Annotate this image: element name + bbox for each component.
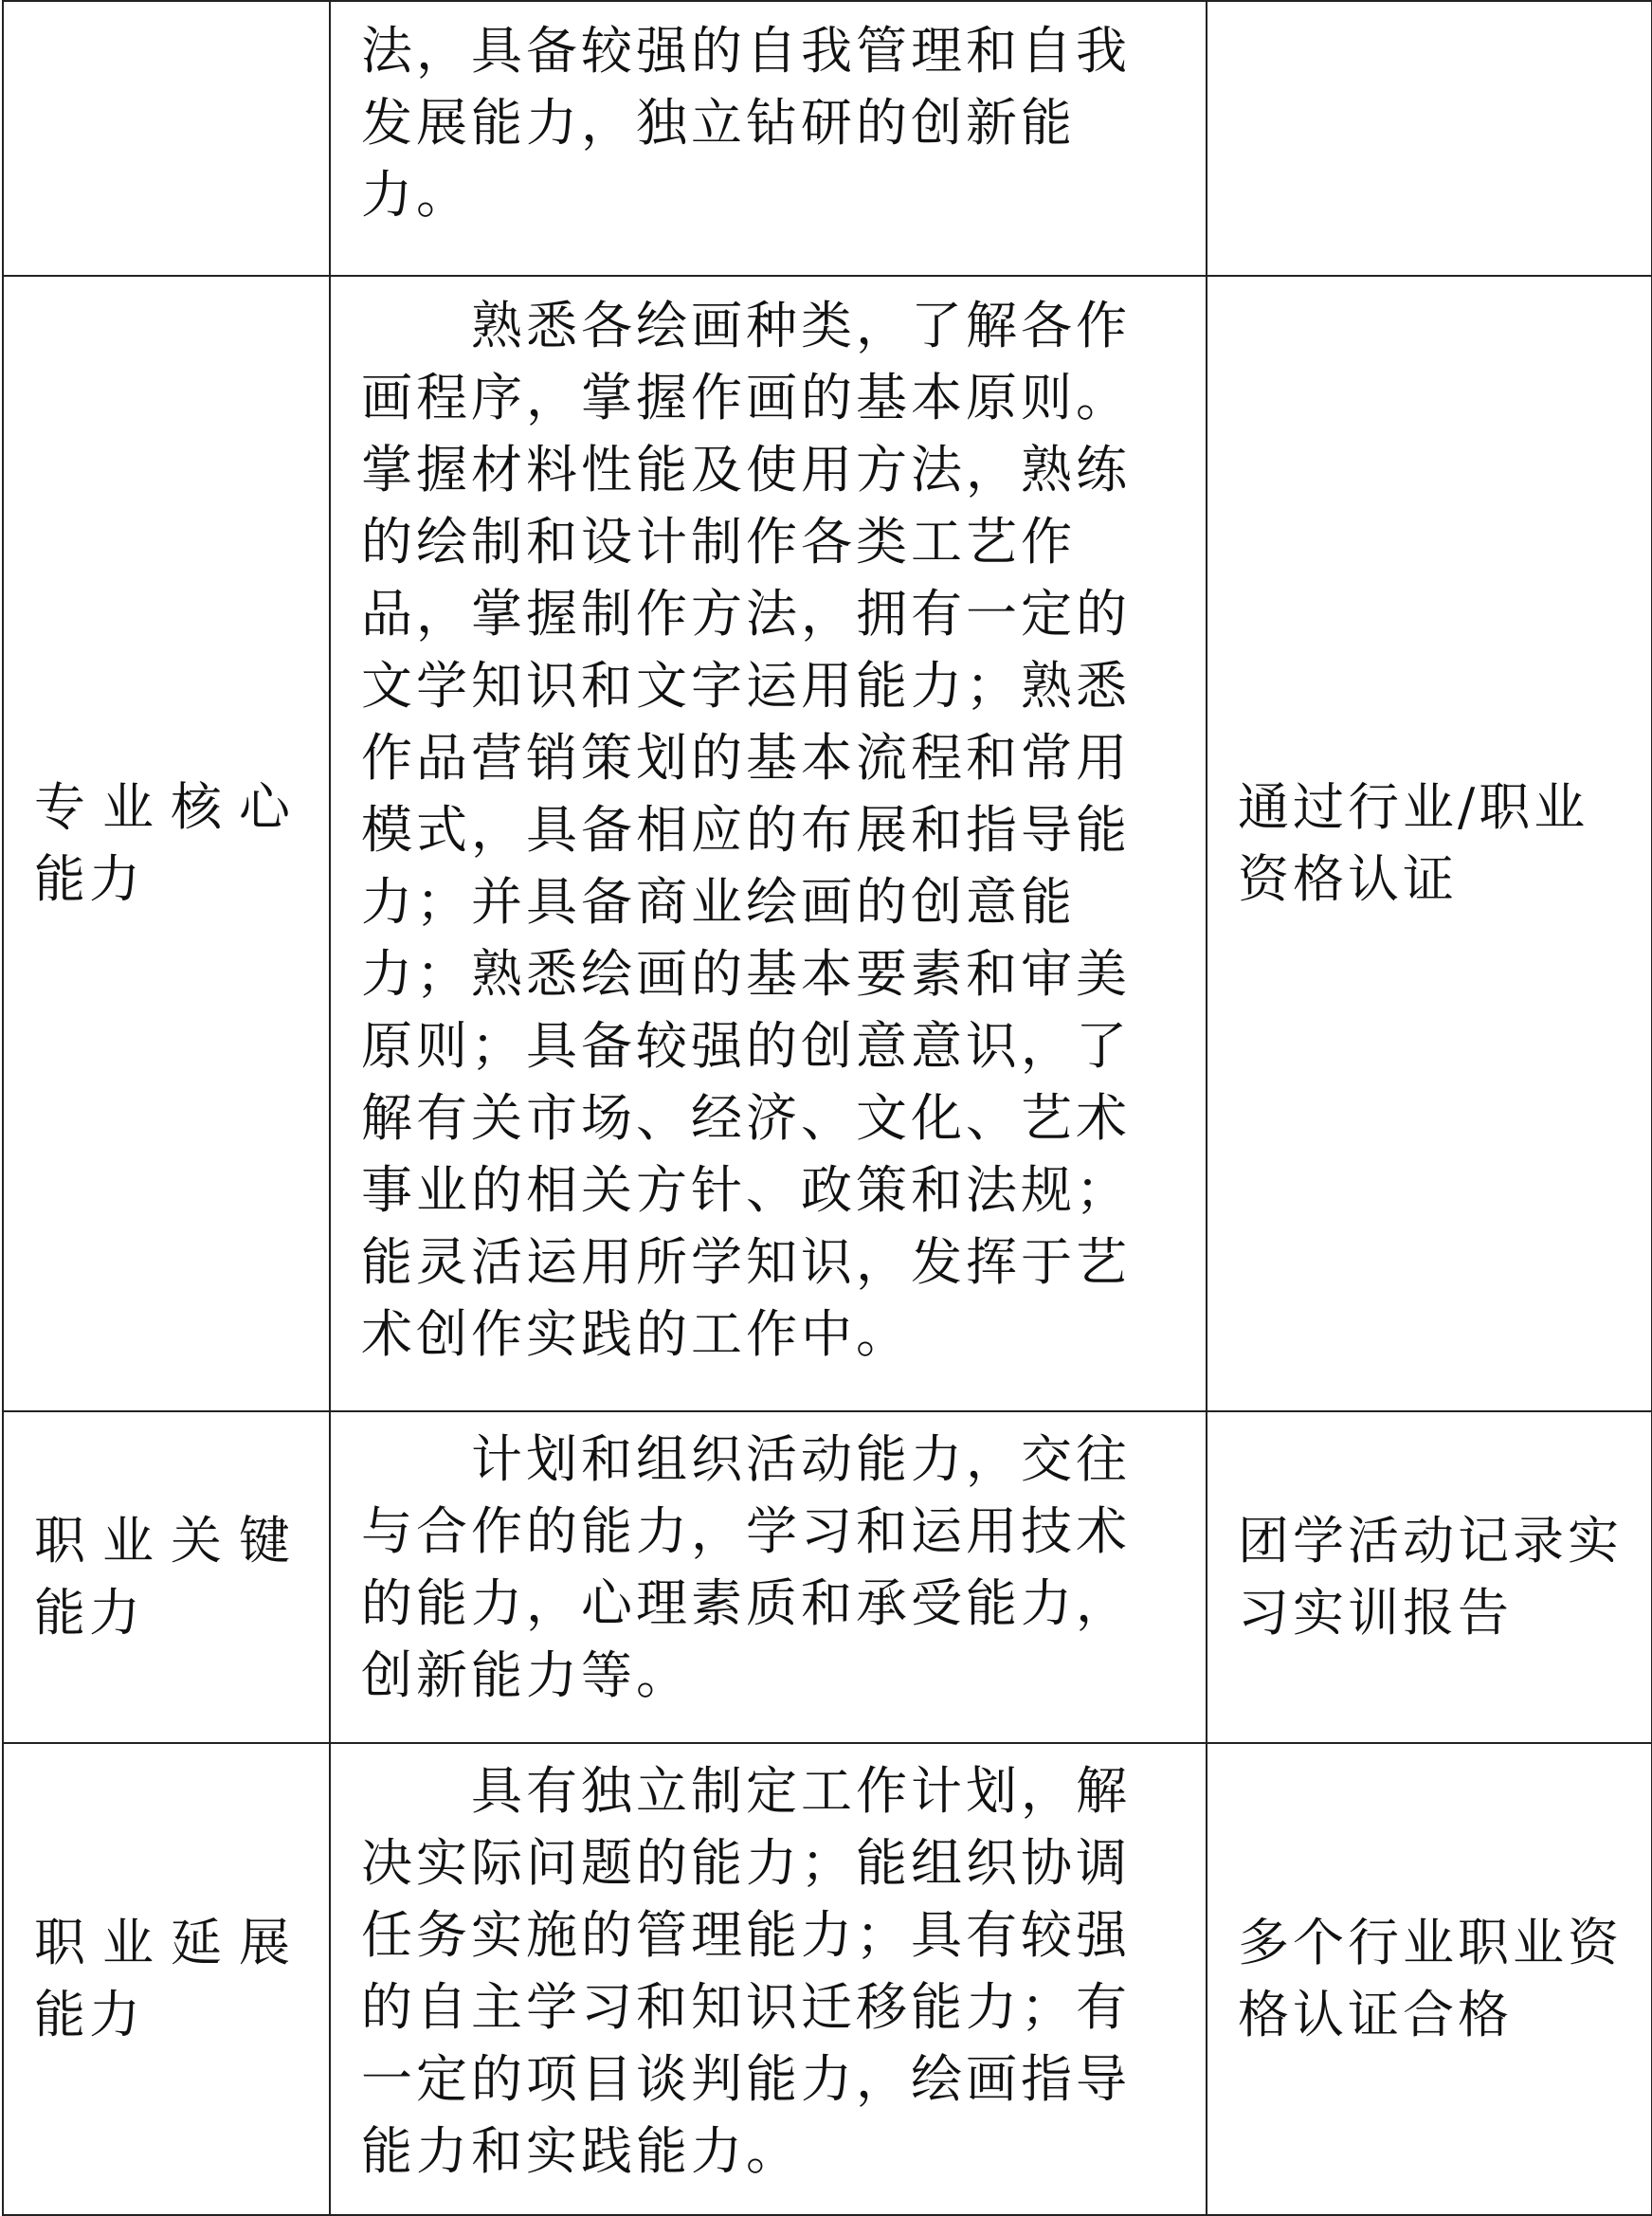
evaluation-text: 通过行业/职业资格认证 xyxy=(1238,777,1589,909)
table-row xyxy=(3,276,1652,1411)
category-label: 职业延展 xyxy=(34,1913,307,1972)
table-row xyxy=(3,1411,1652,1743)
category-cell xyxy=(3,276,330,1411)
description-text: 具有独立制定工作计划，解决实际问题的能力；能组织协调任务实施的管理能力；具有较强的自主学习和知识迁移能力；有一定的项目谈判能力，绘画指导能力和实践能力。 xyxy=(361,1761,1131,2181)
ability-table xyxy=(2,0,1652,2216)
description-text: 计划和组织活动能力，交往与合作的能力，学习和运用技术的能力，心理素质和承受能力，创新能力等。 xyxy=(361,1429,1131,1705)
evaluation-cell xyxy=(1207,1743,1652,2215)
evaluation-text: 团学活动记录实习实训报告 xyxy=(1238,1511,1623,1643)
category-label-continued: 能力 xyxy=(34,1985,144,2044)
category-label-continued: 能力 xyxy=(34,1583,144,1643)
description-text: 法，具备较强的自我管理和自我发展能力，独立钻研的创新能力。 xyxy=(361,21,1131,225)
category-label-continued: 能力 xyxy=(34,849,144,909)
description-cell xyxy=(330,1411,1207,1743)
table-row xyxy=(3,1,1652,276)
evaluation-cell xyxy=(1207,1,1652,276)
category-cell xyxy=(3,1743,330,2215)
category-cell xyxy=(3,1,330,276)
description-cell xyxy=(330,1743,1207,2215)
evaluation-text: 多个行业职业资格认证合格 xyxy=(1238,1913,1623,2044)
table-row xyxy=(3,1743,1652,2215)
category-label: 职业关键 xyxy=(34,1511,307,1571)
description-text: 熟悉各绘画种类，了解各作画程序，掌握作画的基本原则。掌握材料性能及使用方法，熟练的绘制和设计制作各类工艺作品，掌握制作方法，拥有一定的文学知识和文字运用能力；熟悉作品营销策划的基本流程和常用模式，具备相应的布展和指导能力；并具备商业绘画的创意能力；熟悉绘画的基本要素和审美原则；具备较强的创意意识，了解有关市场、经济、文化、艺术事业的相关方针、政策和法规；能灵活运用所学知识，发挥于艺术创作实践的工作中。 xyxy=(361,296,1131,1364)
evaluation-cell xyxy=(1207,1411,1652,1743)
description-cell xyxy=(330,1,1207,276)
category-cell xyxy=(3,1411,330,1743)
category-label: 专业核心 xyxy=(34,777,307,837)
evaluation-cell xyxy=(1207,276,1652,1411)
description-cell xyxy=(330,276,1207,1411)
